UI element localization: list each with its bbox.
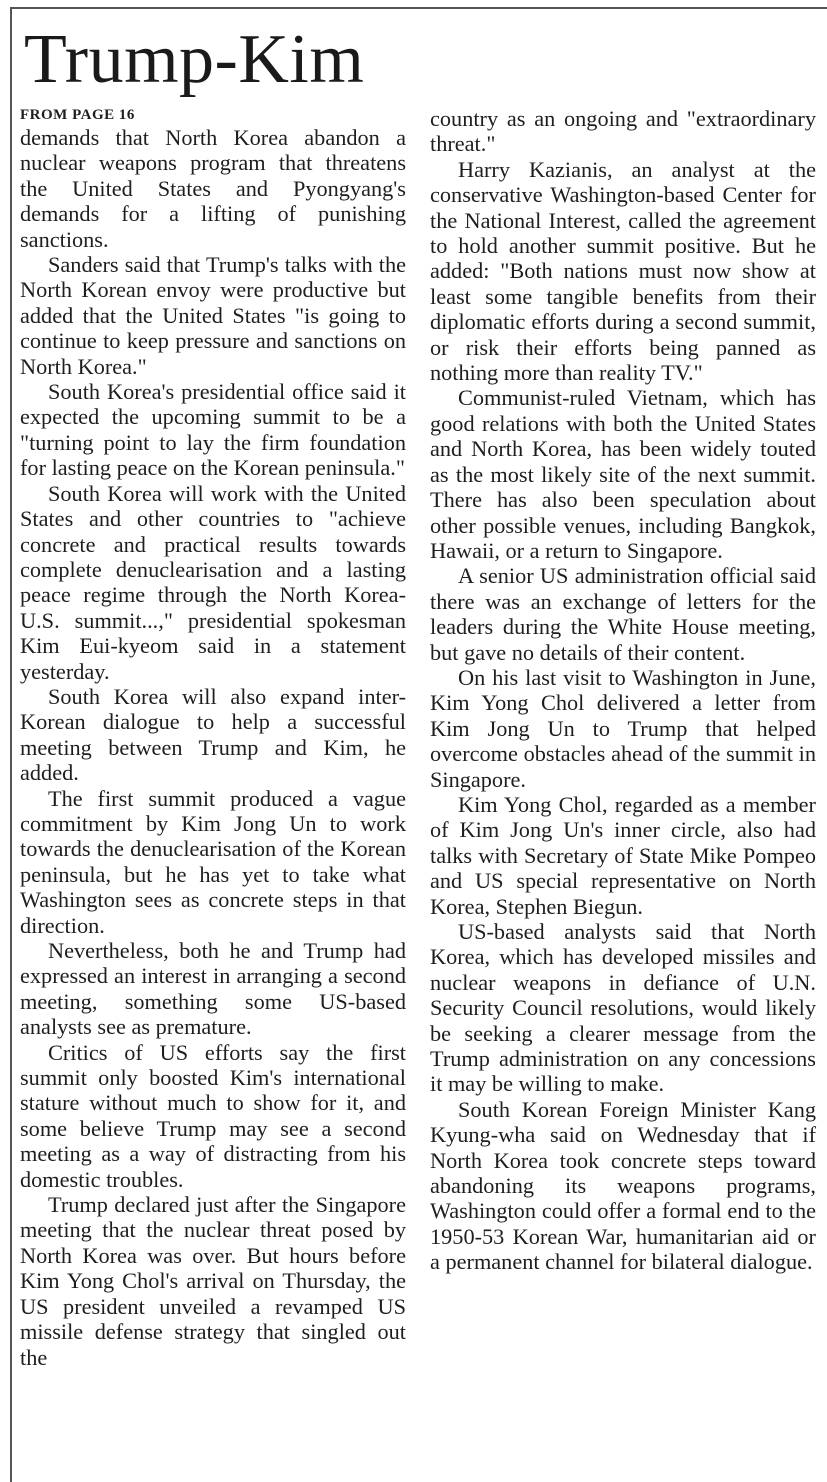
- paragraph: Trump declared just after the Singapore meeting that the nuclear threat posed by North Korea was over. But hours before Kim Yong Chol's arrival on Thursday, the US president unveiled a revamped US missile defense strategy that singled out the: [20, 1192, 406, 1370]
- paragraph: A senior US administration official said there was an exchange of letters for the leaders during the White House meeting, but gave no details of their content.: [430, 563, 816, 665]
- article-column-right: [430, 106, 816, 1275]
- jump-line: FROM PAGE 16: [20, 107, 135, 123]
- paragraph: Harry Kazianis, an analyst at the conservative Washington-based Center for the National Interest, called the agreement to hold another summit positive. But he added: "Both nations must now show at least some tangible benefits from their diplomatic efforts during a second summit, or risk their efforts being panned as nothing more than reality TV.": [430, 156, 816, 386]
- paragraph: South Korea's presidential office said it expected the upcoming summit to be a "turning point to lay the firm foundation for lasting peace on the Korean peninsula.": [20, 379, 406, 481]
- paragraph: Communist-ruled Vietnam, which has good relations with both the United States and North Korea, has been widely touted as the most likely site of the next summit. There has also been speculation about other possible venues, including Bangkok, Hawaii, or a return to Singapore.: [430, 385, 816, 563]
- paragraph: Critics of US efforts say the first summit only boosted Kim's international stature without much to show for it, and some believe Trump may see a second meeting as a way of distracting from his domestic troubles.: [20, 1039, 406, 1192]
- paragraph: US-based analysts said that North Korea, which has developed missiles and nuclear weapons in defiance of U.N. Security Council resolutions, would likely be seeking a clearer message from the Trump administration on any concessions it may be willing to make.: [430, 919, 816, 1097]
- article-column-left: [20, 106, 406, 1370]
- paragraph: South Korea will work with the United States and other countries to "achieve concrete and practical results towards complete denuclearisation and a lasting peace regime through the North Korea-U.S. summit...," presidential spokesman Kim Eui-kyeom said in a statement yesterday.: [20, 480, 406, 684]
- left-rule: [10, 7, 12, 1482]
- top-rule: [10, 7, 827, 9]
- paragraph: Kim Yong Chol, regarded as a member of Kim Jong Un's inner circle, also had talks with Secretary of State Mike Pompeo and US special representative on North Korea, Stephen Biegun.: [430, 791, 816, 919]
- paragraph: The first summit produced a vague commitment by Kim Jong Un to work towards the denuclearisation of the Korean peninsula, but he has yet to take what Washington sees as concrete steps in that direction.: [20, 785, 406, 938]
- paragraph: Sanders said that Trump's talks with the North Korean envoy were productive but added that the United States "is going to continue to keep pressure and sanctions on North Korea.": [20, 252, 406, 379]
- headline: Trump-Kim: [24, 21, 365, 98]
- paragraph: South Korea will also expand inter-Korean dialogue to help a successful meeting between Trump and Kim, he added.: [20, 683, 406, 786]
- paragraph: demands that North Korea abandon a nuclear weapons program that threatens the United States and Pyongyang's demands for a lifting of punishing sanctions.: [20, 125, 406, 252]
- paragraph: Nevertheless, both he and Trump had expressed an interest in arranging a second meeting, something some US-based analysts see as premature.: [20, 938, 406, 1040]
- paragraph: On his last visit to Washington in June, Kim Yong Chol delivered a letter from Kim Jong Un to Trump that helped overcome obstacles ahead of the summit in Singapore.: [430, 664, 816, 792]
- paragraph: country as an ongoing and "extraordinary threat.": [430, 106, 816, 157]
- paragraph: South Korean Foreign Minister Kang Kyung-wha said on Wednesday that if North Korea took concrete steps toward abandoning its weapons programs, Washington could offer a formal end to the 1950-53 Korean War, humanitarian aid or a permanent channel for bilateral dialogue.: [430, 1096, 816, 1275]
